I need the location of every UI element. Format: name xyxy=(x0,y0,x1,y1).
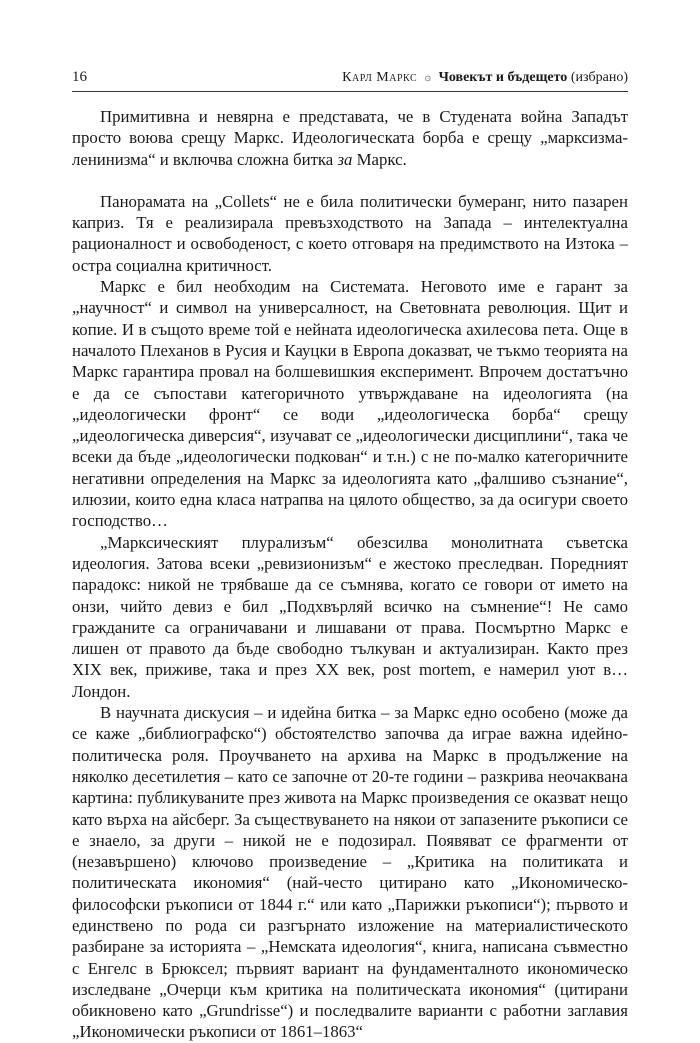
ornament-icon: ۞ xyxy=(424,71,432,83)
header-subtitle: (избрано) xyxy=(570,70,628,85)
running-header xyxy=(72,68,628,92)
emphasis: за xyxy=(337,149,353,169)
page-number: 16 xyxy=(72,69,87,85)
header-right xyxy=(342,69,628,87)
body-text xyxy=(72,106,628,1043)
paragraph: Панорамата на „Collets“ не е била политически бумеранг, нито пазарен каприз. Тя е реализирала превъзходството на Запада – интелектуална рационалност и освободеност, с което отговаря на предимството на Изтока – остра социална критичност. xyxy=(72,191,628,275)
header-author: Карл Маркс xyxy=(342,70,418,85)
paragraph: Примитивна и невярна е представата, че в Студената война Западът просто воюва срещу Маркс. Идеологическата борба е срещу „марксизма-ленинизма“ и включва сложна битка за Маркс. xyxy=(72,107,628,169)
paragraph: „Марксическият плурализъм“ обезсилва монолитната съветска идеология. Затова всеки „ревизионизъм“ е жестоко преследван. Поредният парадокс: никой не трябваше да се съмнява, когато се говори от името на онзи, чийто девиз е бил „Подхвърляй всичко на съмнение“! Не само гражданите са ограничавани и лишавани от права. Посмъртно Маркс е лишен от правото да бъде свободно тълкуван и актуализиран. Както през XIX век, приживе, така и през XX век, post mortem, е намерил уют в… Лондон. xyxy=(72,532,628,701)
book-page xyxy=(72,68,628,1043)
paragraph: В научната дискусия – и идейна битка – за Маркс едно особено (може да се каже „библиографско“) обстоятелство започва да играе важна идейно-политическа роля. Проучването на архива на Маркс в продължение на няколко десетилетия – като се започне от 20-те години – разкрива неочаквана картина: публикуваните през живота на Маркс произведения се оказват нещо като върха на айсберг. За съществуването на някои от запазените ръкописи се е знаело, за други – никой не е подозирал. Появяват се фрагменти от (незавършено) ключово произведение – „Критика на политиката и политическата икономия“ (най-често цитирано като „Икономическо-философски ръкописи от 1844 г.“ или като „Парижки ръкописи“); първото и единствено по рода си разгърнато изложение на материалистическото разбиране за историята – „Немската идеология“, книга, написана съвместно с Енгелс в Брюксел; първият вариант на фундаменталното икономическо изследване „Очерци към критика на политическата икономия“ (цитирани обикновено като „Grundrisse“) и последвалите варианти с работни заглавия „Икономически ръкописи от 1861–1863“ xyxy=(72,703,628,1042)
paragraph: Маркс е бил необходим на Системата. Неговото име е гарант за „научност“ и символ на универсалност, на Световната революция. Щит и копие. И в същото време той е нейната идеологическа ахилесова пета. Още в началото Плеханов в Русия и Кауцки в Европа доказват, че тъкмо теорията на Маркс гарантира провал на болшевишкия експеримент. Впрочем достатъчно е да се съпостави категоричното утвърждаване на идеологията (на „идеологически фронт“ се води „идеологическа борба“ срещу „идеологическа диверсия“, изучават се „идеологически дисциплини“, така че всеки да бъде „идеологически подкован“ и т.н.) с не по-малко категоричните негативни определения на Маркс за идеологията като „фалшиво съзнание“, илюзии, които една класа натрапва на цялото общество, за да осигури своето господство… xyxy=(72,277,628,531)
header-book-title: Човекът и бъдещето xyxy=(438,70,568,85)
